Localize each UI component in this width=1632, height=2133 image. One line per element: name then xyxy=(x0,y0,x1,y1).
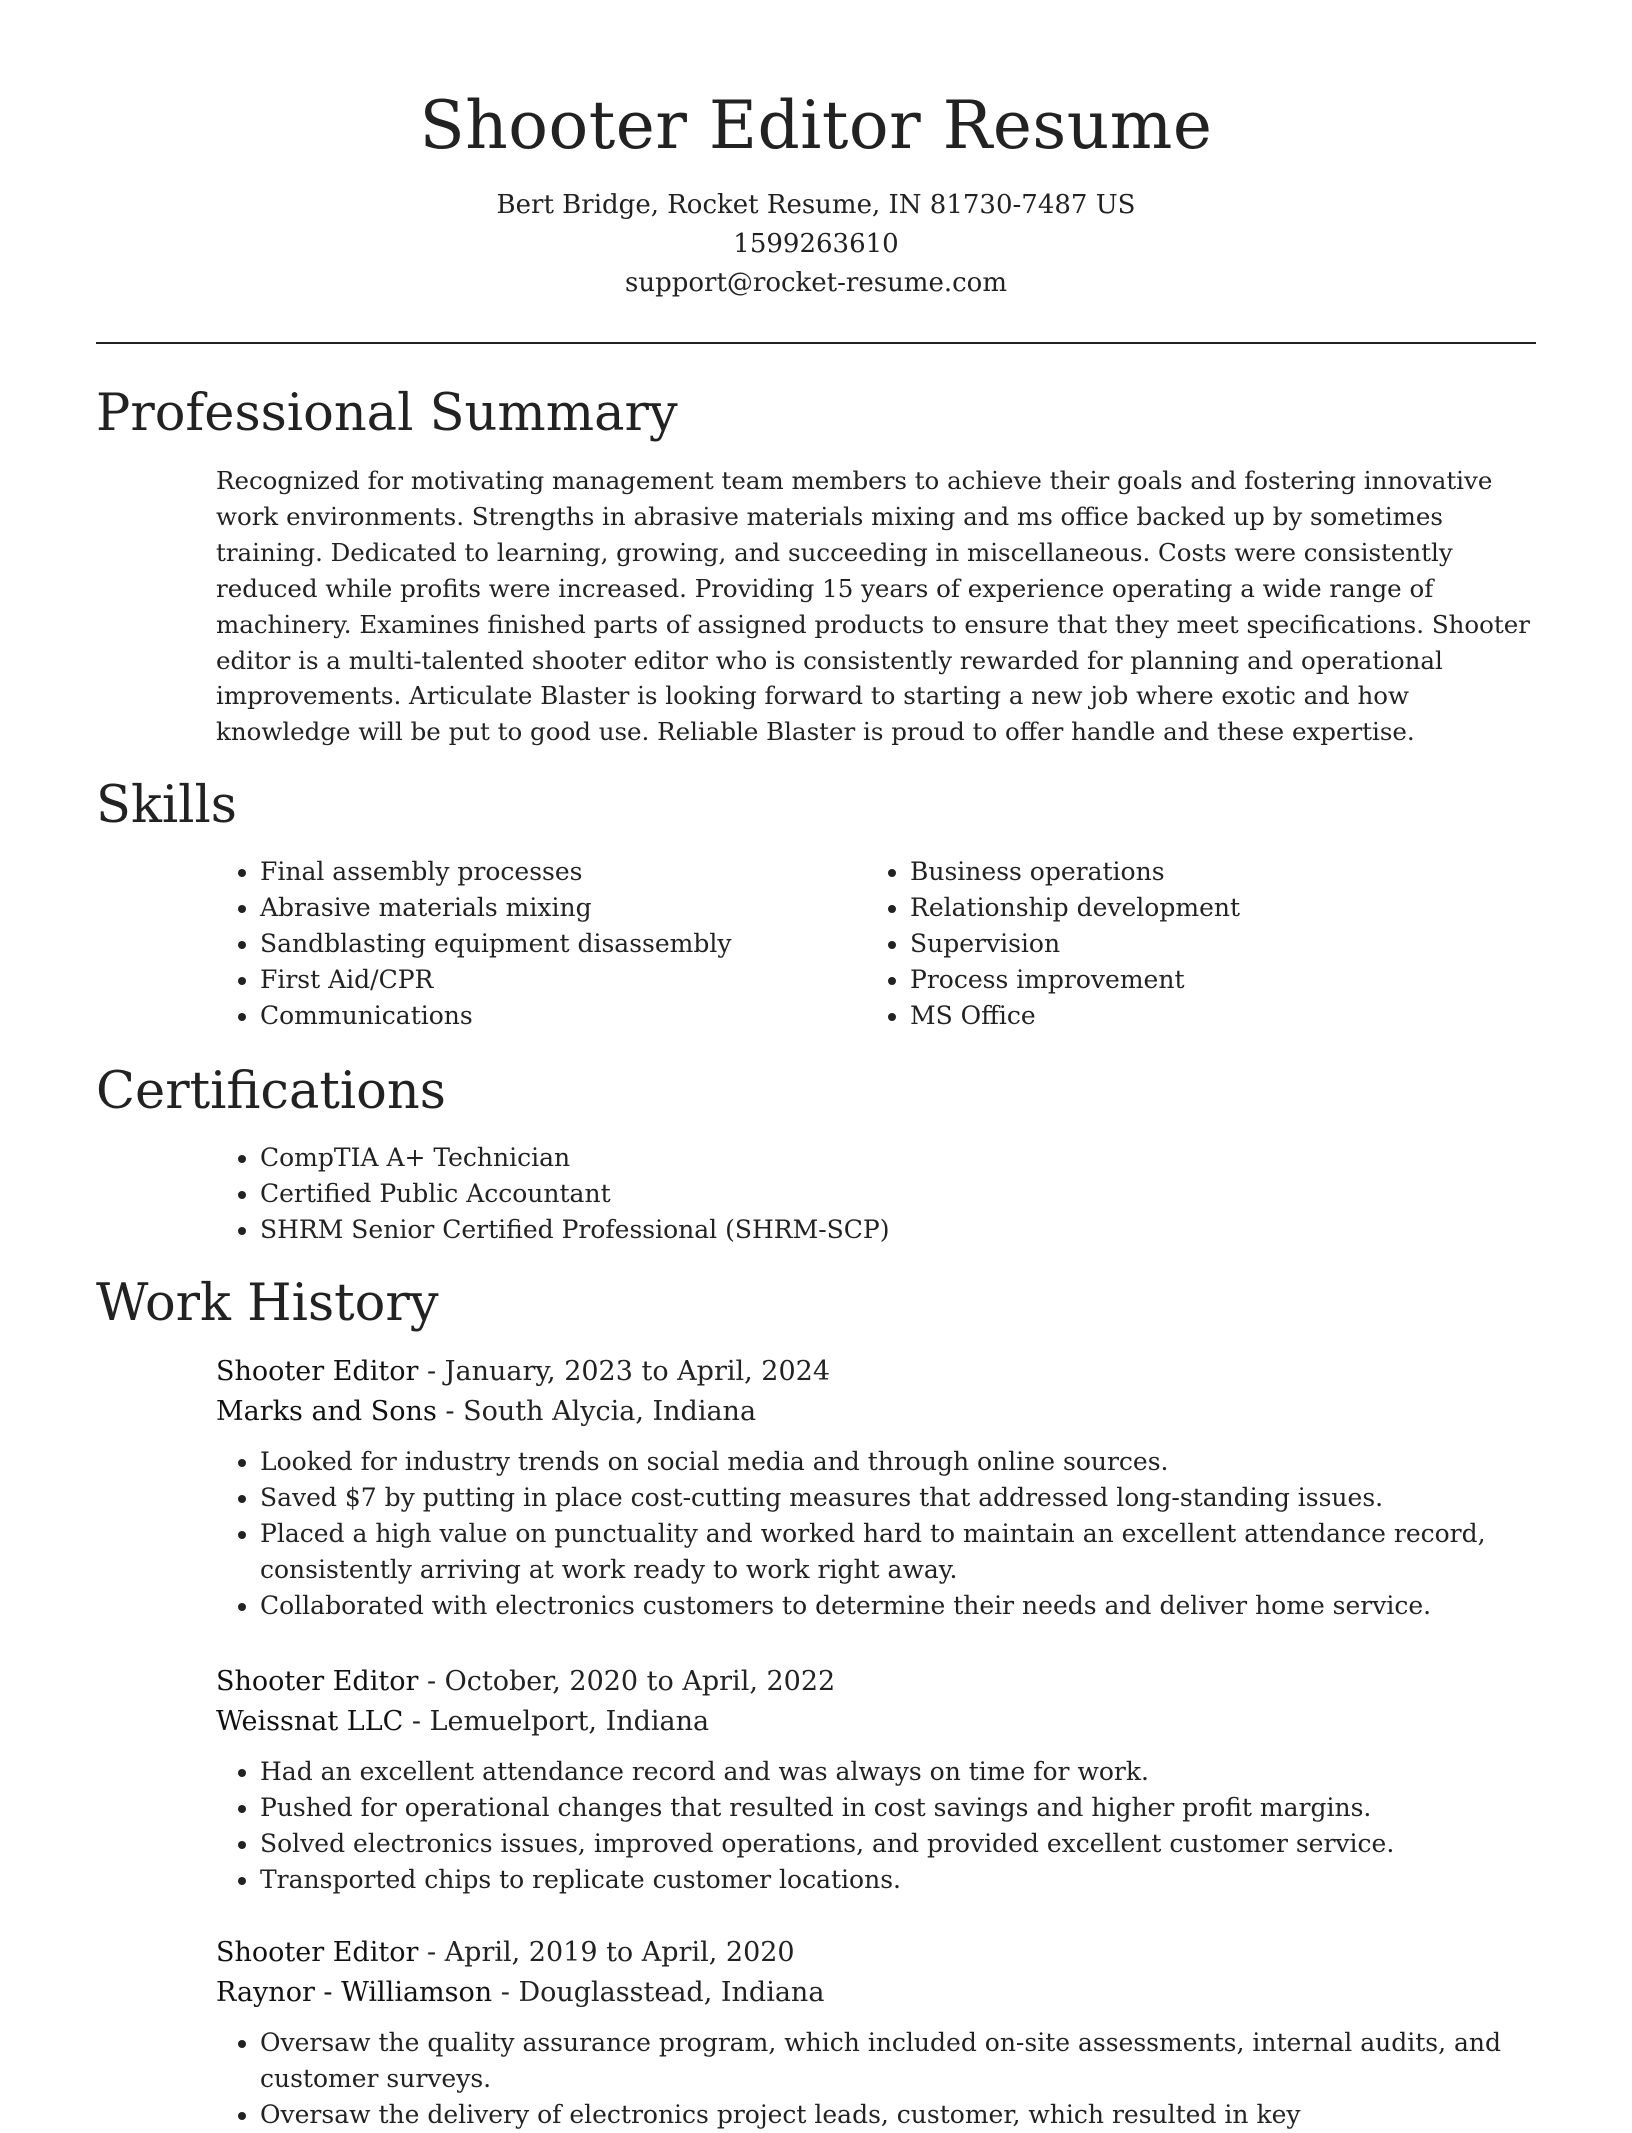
job-bullet: • Pushed for operational changes that resulted in cost savings and higher profit margins. xyxy=(260,1790,1582,1826)
skill-item: • First Aid/CPR xyxy=(260,962,816,998)
skills-heading: Skills xyxy=(96,776,237,835)
job-bullets xyxy=(0,1754,1582,1898)
skill-item: • Abrasive materials mixing xyxy=(260,890,816,926)
job-bullet: • Solved electronics issues, improved operations, and provided excellent customer service. xyxy=(260,1826,1582,1862)
job-separator: - xyxy=(492,1977,519,2008)
skill-item: • Relationship development xyxy=(910,890,1466,926)
job-bullet: • Oversaw the quality assurance program, which included on-site assessments, internal audits, and customer surveys. xyxy=(260,2025,1582,2097)
job-dates: January, 2023 to April, 2024 xyxy=(444,1356,831,1387)
job-title: Shooter Editor xyxy=(216,1937,419,1968)
job-entry xyxy=(216,1352,1538,1624)
skill-item: • Process improvement xyxy=(910,962,1466,998)
summary-heading: Professional Summary xyxy=(96,384,678,443)
certifications-list-wrap xyxy=(216,1140,890,1248)
job-location: South Alycia, Indiana xyxy=(463,1396,757,1427)
job-title-line xyxy=(216,1352,1538,1392)
skill-item: • Supervision xyxy=(910,926,1466,962)
work-history-heading: Work History xyxy=(96,1274,439,1333)
contact-address: Bert Bridge, Rocket Resume, IN 81730-7487 US xyxy=(496,190,1136,220)
certification-item: • CompTIA A+ Technician xyxy=(260,1140,890,1176)
job-separator: - xyxy=(418,1937,445,1968)
contact-phone: 1599263610 xyxy=(733,229,899,259)
job-bullet: • Had an excellent attendance record and was always on time for work. xyxy=(260,1754,1582,1790)
job-bullet: • Transported chips to replicate customer locations. xyxy=(260,1862,1582,1898)
certifications-list xyxy=(216,1140,890,1248)
skill-item: • MS Office xyxy=(910,998,1466,1034)
job-dates: October, 2020 to April, 2022 xyxy=(444,1666,836,1697)
job-bullets xyxy=(0,1444,1582,1624)
job-bullet: • Looked for industry trends on social media and through online sources. xyxy=(260,1444,1582,1480)
job-separator: - xyxy=(418,1666,445,1697)
job-entry xyxy=(216,1662,1538,1898)
job-separator: - xyxy=(418,1356,445,1387)
summary-text: Recognized for motivating management team members to achieve their goals and fostering innovative work environments. Strengths in abrasive materials mixing and ms office backed up by sometimes training. Dedicated to learning, growing, and succeeding in miscellaneous. Costs were consistently reduced while profits were increased. Providing 15 years of experience operating a wide range of machinery. Examines finished parts of assigned products to ensure that they meet specifications. Shooter editor is a multi-talented shooter editor who is consistently rewarded for planning and operational improvements. Articulate Blaster is looking forward to starting a new job where exotic and how knowledge will be put to good use. Reliable Blaster is proud to offer handle and these expertise. xyxy=(216,466,1530,747)
job-company: Weissnat LLC xyxy=(216,1706,404,1737)
job-title-line xyxy=(216,1933,1538,1973)
skills-right-list xyxy=(866,854,1466,1034)
skill-item: • Final assembly processes xyxy=(260,854,816,890)
resume-title: Shooter Editor Resume xyxy=(419,87,1213,164)
skills-left-list xyxy=(216,854,816,1034)
skill-item: • Sandblasting equipment disassembly xyxy=(260,926,816,962)
job-company-line xyxy=(216,1392,1538,1432)
job-location: Douglasstead, Indiana xyxy=(518,1977,825,2008)
resume-header xyxy=(96,80,1536,303)
job-separator: - xyxy=(403,1706,430,1737)
job-title-line xyxy=(216,1662,1538,1702)
job-bullet: • Collaborated with electronics customers to determine their needs and deliver home service. xyxy=(260,1588,1582,1624)
job-bullet: • Oversaw the delivery of electronics project leads, customer, which resulted in key xyxy=(260,2097,1582,2133)
job-separator: - xyxy=(436,1396,464,1427)
job-company-line xyxy=(216,1702,1538,1742)
job-location: Lemuelport, Indiana xyxy=(429,1706,710,1737)
skill-item: • Business operations xyxy=(910,854,1466,890)
certification-item: • Certified Public Accountant xyxy=(260,1176,890,1212)
contact-info xyxy=(96,186,1536,303)
job-bullet: • Placed a high value on punctuality and worked hard to maintain an excellent attendance record, consistently arriving at work ready to work right away. xyxy=(260,1516,1582,1588)
job-title: Shooter Editor xyxy=(216,1356,419,1387)
job-entry xyxy=(216,1933,1538,2133)
job-company: Marks and Sons xyxy=(216,1396,437,1427)
skills-left-column xyxy=(216,854,816,1034)
contact-email: support@rocket-resume.com xyxy=(624,268,1007,298)
header-divider xyxy=(96,342,1536,344)
skills-right-column xyxy=(866,854,1466,1034)
job-bullet: • Saved $7 by putting in place cost-cutting measures that addressed long-standing issues. xyxy=(260,1480,1582,1516)
job-company-line xyxy=(216,1973,1538,2013)
job-company: Raynor - Williamson xyxy=(216,1977,493,2008)
job-bullets xyxy=(0,2025,1582,2133)
certification-item: • SHRM Senior Certified Professional (SHRM-SCP) xyxy=(260,1212,890,1248)
certifications-heading: Certifications xyxy=(96,1062,446,1121)
job-dates: April, 2019 to April, 2020 xyxy=(444,1937,795,1968)
skill-item: • Communications xyxy=(260,998,816,1034)
job-title: Shooter Editor xyxy=(216,1666,419,1697)
